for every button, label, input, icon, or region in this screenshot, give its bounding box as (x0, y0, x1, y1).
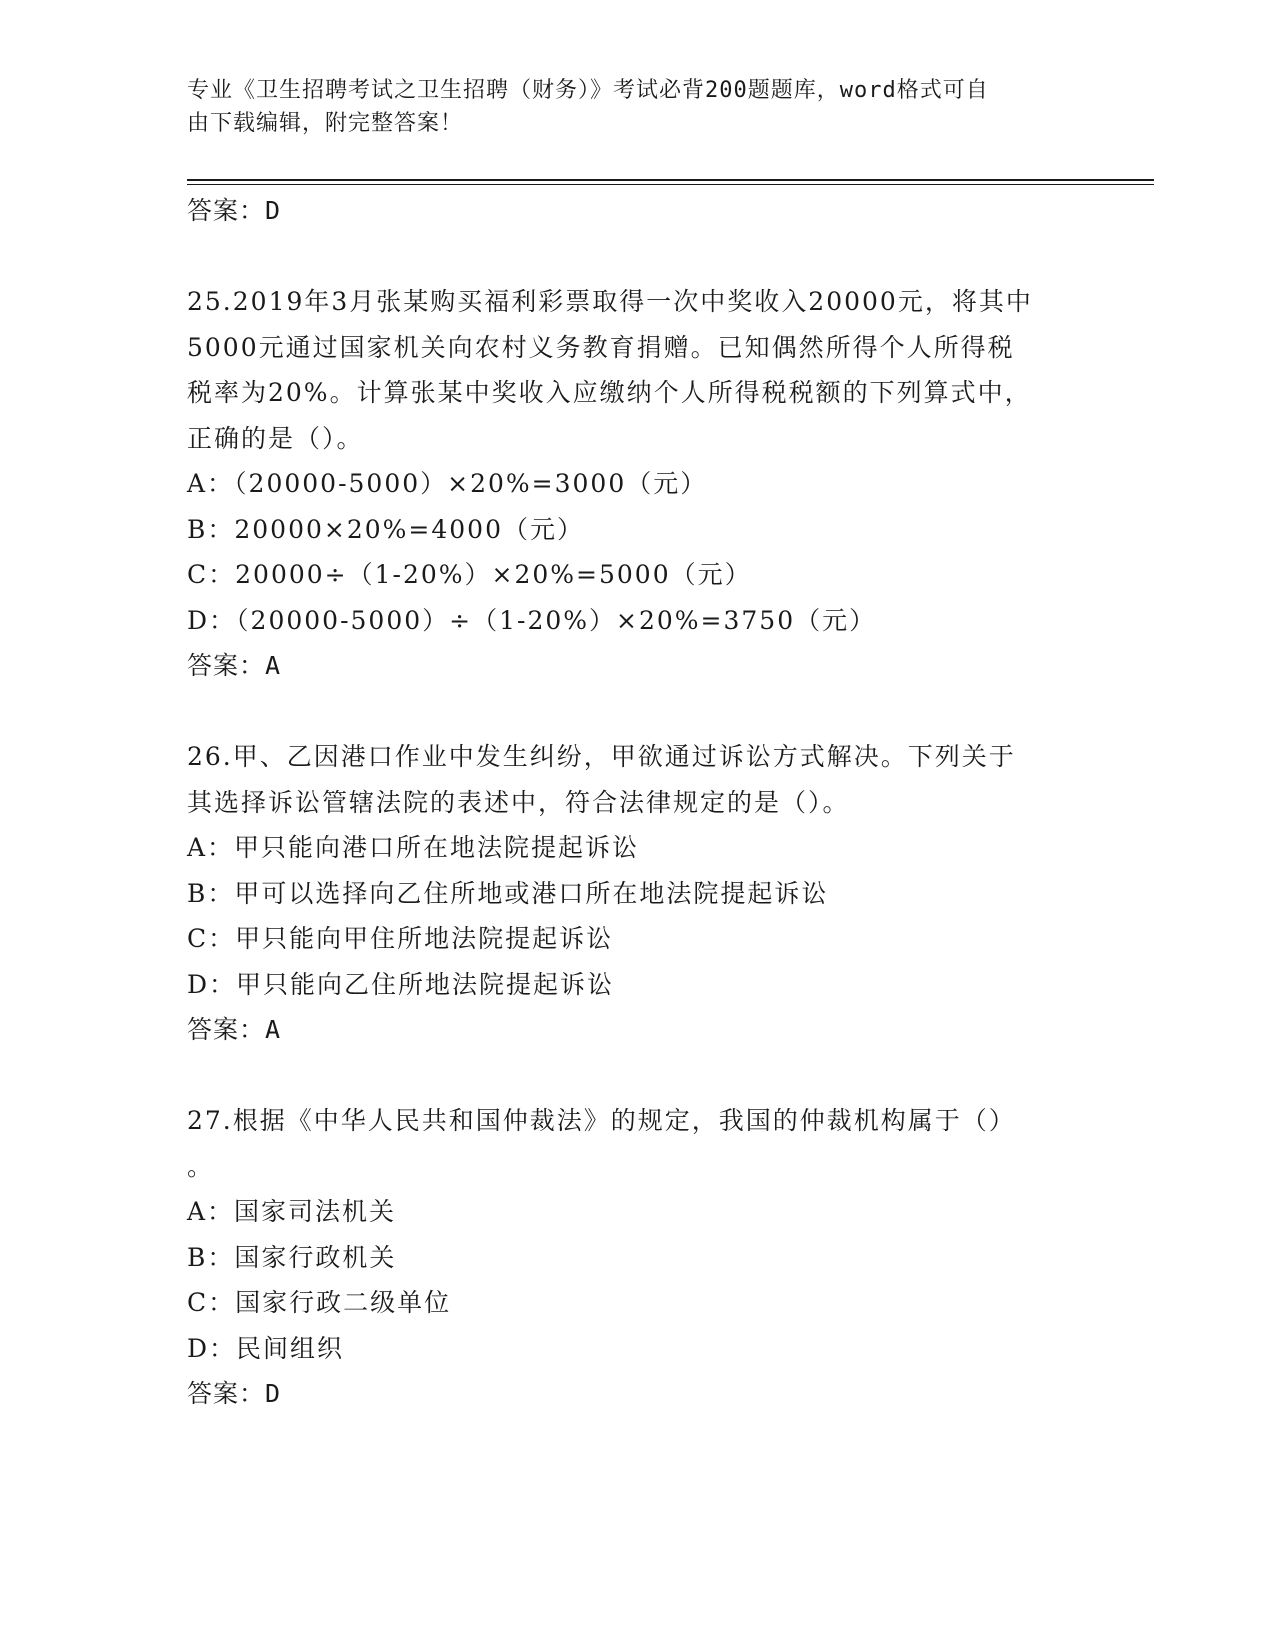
question-stem-line: 。 (187, 1151, 215, 1181)
question-stem-line: 27.根据《中华人民共和国仲裁法》的规定，我国的仲裁机构属于（） (187, 1106, 1016, 1135)
question-stem-line: 税率为20%。计算张某中奖收入应缴纳个人所得税税额的下列算式中， (187, 378, 1032, 407)
question-stem-line: 26.甲、乙因港口作业中发生纠纷，甲欲通过诉讼方式解决。下列关于 (187, 742, 1016, 771)
header-line-1: 专业《卫生招聘考试之卫生招聘（财务）》考试必背200题题库，word格式可自 (187, 78, 989, 103)
option-c: C：20000÷（1-20%）×20%=5000（元） (187, 560, 752, 589)
option-a: A：国家司法机关 (187, 1197, 397, 1226)
spacer (187, 234, 1087, 280)
header-rule-thin (187, 184, 1154, 185)
question-stem-line: 25.2019年3月张某购买福利彩票取得一次中奖收入20000元，将其中 (187, 287, 1033, 316)
page-header (187, 74, 1087, 140)
option-a: A：甲只能向港口所在地法院提起诉讼 (187, 833, 640, 862)
header-line-2: 由下载编辑，附完整答案！ (187, 111, 464, 136)
header-rule-thick (187, 179, 1154, 181)
spacer (187, 1053, 1087, 1099)
option-c: C：甲只能向甲住所地法院提起诉讼 (187, 924, 614, 953)
option-b: B：甲可以选择向乙住所地或港口所在地法院提起诉讼 (187, 878, 829, 908)
option-b: B：国家行政机关 (187, 1242, 397, 1272)
question-stem-line: 其选择诉讼管辖法院的表述中，符合法律规定的是（）。 (187, 787, 850, 817)
answer-label: 答案：D (187, 1379, 282, 1408)
question-block-26 (187, 734, 1087, 1053)
option-b: B：20000×20%=4000（元） (187, 514, 584, 544)
option-a: A：（20000-5000）×20%=3000（元） (187, 469, 708, 498)
option-d: D：民间组织 (187, 1333, 345, 1363)
option-d: D：（20000-5000）÷（1-20%）×20%=3750（元） (187, 605, 877, 635)
question-stem-line: 正确的是（）。 (187, 423, 364, 453)
question-stem-line: 5000元通过国家机关向农村义务教育捐赠。已知偶然所得个人所得税 (187, 332, 1015, 362)
page-content (187, 188, 1087, 1417)
answer-label: 答案：A (187, 651, 282, 680)
question-block-25 (187, 279, 1087, 689)
answer-label: 答案：A (187, 1015, 282, 1044)
option-d: D：甲只能向乙住所地法院提起诉讼 (187, 969, 615, 999)
previous-answer: 答案：D (187, 196, 282, 225)
question-block-27 (187, 1098, 1087, 1417)
spacer (187, 689, 1087, 735)
option-c: C：国家行政二级单位 (187, 1288, 452, 1317)
